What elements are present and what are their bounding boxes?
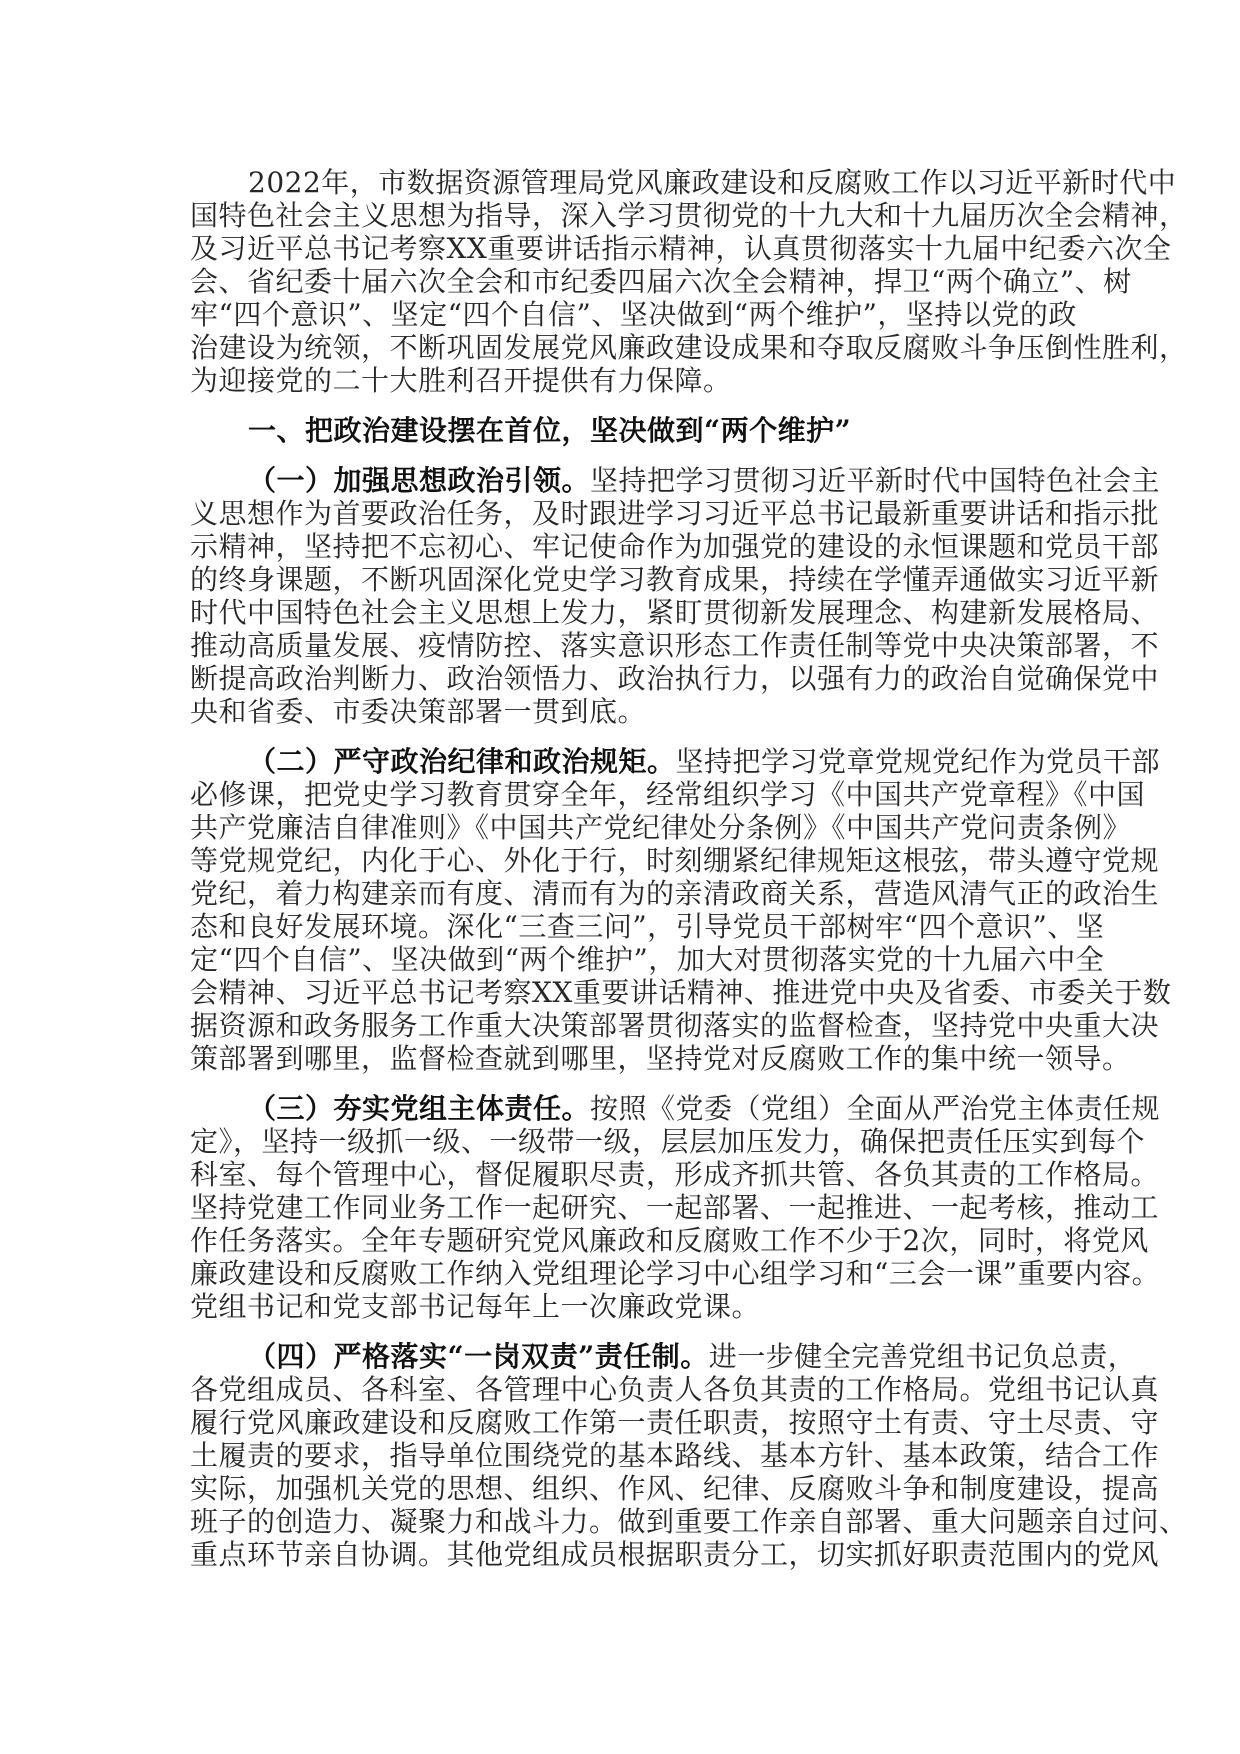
paragraph: [190, 1092, 1161, 1323]
line-text: 会精神、习近平总书记考察XX重要讲话精神、推进党中央及省委、市委关于数: [190, 976, 1172, 1009]
text-line: [190, 1505, 1188, 1538]
line-text: 示精神，坚持把不忘初心、牢记使命作为加强党的建设的永恒课题和党员干部: [190, 530, 1160, 563]
line-text: 坚持把学习党章党规党纪作为党员干部: [675, 745, 1161, 778]
text-line: [190, 364, 1057, 397]
text-line: [190, 1224, 1149, 1257]
text-line: [190, 976, 1172, 1009]
line-text: 必修课，把党史学习教育贯穿全年，经常组织学习《中国共产党章程》《中国: [190, 778, 1146, 811]
line-text: 班子的创造力、凝聚力和战斗力。做到重要工作亲自部署、重大问题亲自过问、: [190, 1505, 1188, 1538]
line-text: 坚持党建工作同业务工作一起研究、一起部署、一起推进、一起考核，推动工: [190, 1191, 1160, 1224]
line-text: 各党组成员、各科室、各管理中心负责人各负其责的工作格局。党组书记认真: [190, 1373, 1160, 1406]
text-line: [190, 166, 1177, 199]
text-line: [190, 232, 1172, 265]
paragraph: [190, 745, 1172, 1075]
line-text: 按照《党委（党组）全面从严治党主体责任规: [590, 1092, 1161, 1125]
text-line: [190, 1092, 1161, 1125]
text-line: [190, 844, 1160, 877]
text-line: [190, 331, 1188, 364]
line-text: 国特色社会主义思想为指导，深入学习贯彻党的十九大和十九届历次全会精神，: [190, 199, 1188, 232]
line-text: 推动高质量发展、疫情防控、落实意识形态工作责任制等党中央决策部署，不: [190, 629, 1160, 662]
line-text: 义思想作为首要政治任务，及时跟进学习习近平总书记最新重要讲话和指示批: [190, 497, 1160, 530]
text-line: [190, 530, 1160, 563]
paragraph-lead: （四）严格落实“一岗双责”责任制。: [248, 1340, 709, 1373]
line-text: 态和良好发展环境。深化“三查三问”，引导党员干部树牢“四个意识”、坚: [190, 910, 1105, 943]
line-text: 等党规党纪，内化于心、外化于行，时刻绷紧纪律规矩这根弦，带头遵守党规: [190, 844, 1160, 877]
line-text: 坚持把学习贯彻习近平新时代中国特色社会主: [590, 464, 1161, 497]
text-line: [190, 943, 1105, 976]
line-text: 为迎接党的二十大胜利召开提供有力保障。: [190, 364, 732, 397]
line-text: 时代中国特色社会主义思想上发力，紧盯贯彻新发展理念、构建新发展格局、: [190, 596, 1160, 629]
text-line: [190, 1406, 1160, 1439]
text-line: [190, 1191, 1160, 1224]
line-text: 牢“四个意识”、坚定“四个自信”、坚决做到“两个维护”，坚持以党的政: [190, 298, 1077, 331]
text-line: [190, 811, 1132, 844]
text-line: [190, 1373, 1160, 1406]
document-body: [190, 166, 1188, 1571]
line-text: 定“四个自信”、坚决做到“两个维护”，加大对贯彻落实党的十九届六中全: [190, 943, 1105, 976]
text-line: [190, 1009, 1160, 1042]
text-line: [190, 596, 1160, 629]
line-text: 2022年，市数据资源管理局党风廉政建设和反腐败工作以习近平新时代中: [248, 166, 1177, 199]
text-line: [190, 695, 1057, 728]
text-line: [190, 1158, 1160, 1191]
text-line: [190, 877, 1160, 910]
line-text: 党组书记和党支部书记每年上一次廉政党课。: [190, 1290, 761, 1323]
line-text: 科室、每个管理中心，督促履职尽责，形成齐抓共管、各负其责的工作格局。: [190, 1158, 1160, 1191]
text-line: [190, 265, 1132, 298]
line-text: 实际，加强机关党的思想、组织、作风、纪律、反腐败斗争和制度建设，提高: [190, 1472, 1160, 1505]
line-text: 策部署到哪里，监督检查就到哪里，坚持党对反腐败工作的集中统一领导。: [190, 1042, 1131, 1075]
text-line: [190, 1472, 1160, 1505]
text-line: [190, 199, 1188, 232]
paragraph: [190, 464, 1161, 728]
text-line: [190, 1538, 1160, 1571]
text-line: [190, 1042, 1131, 1075]
text-line: [190, 745, 1161, 778]
text-line: [190, 1125, 1146, 1158]
line-text: 履行党风廉政建设和反腐败工作第一责任职责，按照守土有责、守土尽责、守: [190, 1406, 1160, 1439]
line-text: 的终身课题，不断巩固深化党史学习教育成果，持续在学懂弄通做实习近平新: [190, 563, 1160, 596]
paragraph-lead: （三）夯实党组主体责任。: [248, 1092, 591, 1125]
line-text: 作任务落实。全年专题研究党风廉政和反腐败工作不少于2次，同时，将党风: [190, 1224, 1149, 1257]
text-line: [190, 778, 1146, 811]
line-text: 央和省委、市委决策部署一贯到底。: [190, 695, 647, 728]
text-line: [190, 414, 1057, 447]
paragraph-lead: （一）加强思想政治引领。: [248, 464, 591, 497]
line-text: 会、省纪委十届六次全会和市纪委四届六次全会精神，捍卫“两个确立”、树: [190, 265, 1132, 298]
line-text: 共产党廉洁自律准则》《中国共产党纪律处分条例》《中国共产党问责条例》: [190, 811, 1132, 844]
paragraph: [190, 1340, 1188, 1571]
heading-text: 一、把政治建设摆在首位，坚决做到“两个维护”: [248, 414, 852, 447]
text-line: [190, 910, 1105, 943]
line-text: 党纪，着力构建亲而有度、清而有为的亲清政商关系，营造风清气正的政治生: [190, 877, 1160, 910]
text-line: [190, 662, 1160, 695]
paragraph-lead: （二）严守政治纪律和政治规矩。: [248, 745, 676, 778]
line-text: 土履责的要求，指导单位围绕党的基本路线、基本方针、基本政策，结合工作: [190, 1439, 1160, 1472]
line-text: 重点环节亲自协调。其他党组成员根据职责分工，切实抓好职责范围内的党风: [190, 1538, 1160, 1571]
line-text: 治建设为统领，不断巩固发展党风廉政建设成果和夺取反腐败斗争压倒性胜利，: [190, 331, 1188, 364]
text-line: [190, 1340, 1137, 1373]
text-line: [190, 1257, 1161, 1290]
text-line: [190, 1290, 1057, 1323]
text-line: [190, 629, 1160, 662]
line-text: 断提高政治判断力、政治领悟力、政治执行力，以强有力的政治自觉确保党中: [190, 662, 1160, 695]
line-text: 廉政建设和反腐败工作纳入党组理论学习中心组学习和“三会一课”重要内容。: [190, 1257, 1161, 1290]
text-line: [190, 563, 1160, 596]
section-heading: [190, 414, 1057, 447]
paragraph: [190, 166, 1188, 397]
line-text: 及习近平总书记考察XX重要讲话指示精神，认真贯彻落实十九届中纪委六次全: [190, 232, 1172, 265]
line-text: 定》，坚持一级抓一级、一级带一级，层层加压发力，确保把责任压实到每个: [190, 1125, 1146, 1158]
text-line: [190, 464, 1161, 497]
line-text: 据资源和政务服务工作重大决策部署贯彻落实的监督检查，坚持党中央重大决: [190, 1009, 1160, 1042]
text-line: [190, 497, 1160, 530]
text-line: [190, 1439, 1160, 1472]
line-text: 进一步健全完善党组书记负总责，: [708, 1340, 1137, 1373]
text-line: [190, 298, 1077, 331]
